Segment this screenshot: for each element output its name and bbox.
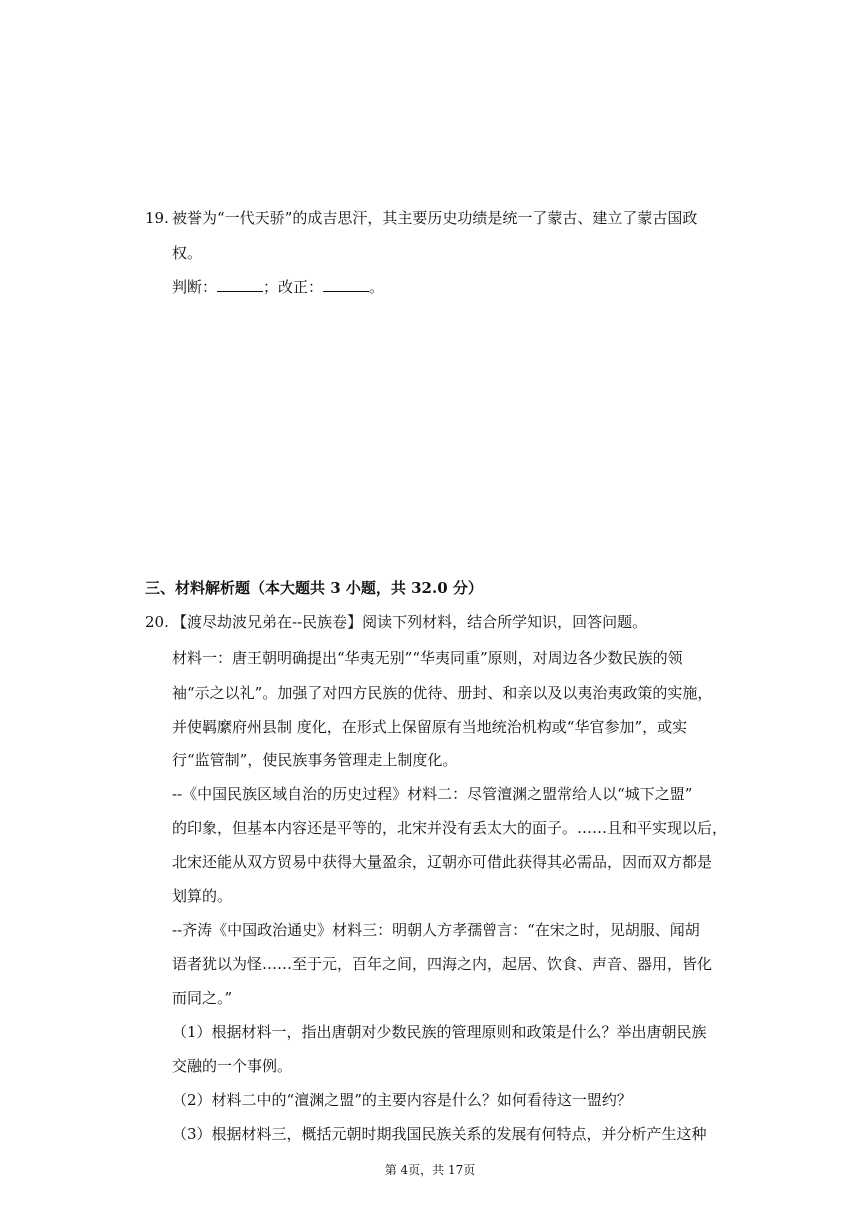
question-20-line: （2）材料二中的“澶渊之盟”的主要内容是什么？如何看待这一盟约？ [172, 1091, 632, 1109]
question-20-line: 材料一：唐王朝明确提出“华夷无别”“华夷同重”原则，对周边各少数民族的领 [172, 649, 683, 667]
page-footer: 第 4页，共 17页 [384, 1163, 476, 1177]
question-20-line: （3）根据材料三，概括元朝时期我国民族关系的发展有何特点，并分析产生这种 [172, 1125, 707, 1143]
correction-blank[interactable] [323, 277, 369, 292]
question-20-number: 20. [145, 613, 169, 631]
question-19-number: 19. [145, 209, 169, 227]
question-20-line: 并使羁縻府州县制 度化，在形式上保留原有当地统治机构或“华官参加”，或实 [172, 718, 688, 736]
question-19-stem-line-1: 被誉为“一代天骄”的成吉思汗，其主要历史功绩是统一了蒙古、建立了蒙古国政 [172, 209, 698, 227]
question-19-stem-line-2: 权。 [172, 244, 203, 262]
judge-label: 判断： [172, 278, 218, 296]
question-20-line: 划算的。 [172, 887, 233, 905]
question-20-line: 而同之。” [172, 989, 233, 1007]
judge-blank[interactable] [217, 277, 263, 292]
question-20-line: 交融的一个事例。 [172, 1057, 293, 1075]
section-3-heading: 三、材料解析题（本大题共 3 小题，共 32.0 分） [145, 579, 483, 597]
question-20-line: 北宋还能从双方贸易中获得大量盈余，辽朝亦可借此获得其必需品，因而双方都是 [172, 853, 713, 871]
question-20-line: 行“监管制”，使民族事务管理走上制度化。 [172, 751, 458, 769]
question-20-line: 的印象，但基本内容还是平等的，北宋并没有丢太大的面子。……且和平实现以后， [172, 819, 728, 837]
question-20-line: --齐涛《中国政治通史》材料三：明朝人方孝孺曾言：“在宋之时，见胡服、闻胡 [172, 921, 700, 939]
question-20-line: 语者犹以为怪……至于元，百年之间，四海之内，起居、饮食、声音、器用，皆化 [172, 955, 713, 973]
question-20-line: （1）根据材料一，指出唐朝对少数民族的管理原则和政策是什么？举出唐朝民族 [172, 1023, 707, 1041]
question-20-line: 袖“示之以礼”。加强了对四方民族的优待、册封、和亲以及以夷治夷政策的实施， [172, 684, 713, 702]
correction-label: ；改正： [263, 278, 324, 296]
question-20-line: --《中国民族区域自治的历史过程》材料二：尽管澶渊之盟常给人以“城下之盟” [172, 785, 693, 803]
question-20-intro: 【渡尽劫波兄弟在--民族卷】阅读下列材料，结合所学知识，回答问题。 [172, 613, 648, 631]
answer-line-end: 。 [369, 278, 385, 296]
question-19-answer-line [172, 277, 384, 297]
